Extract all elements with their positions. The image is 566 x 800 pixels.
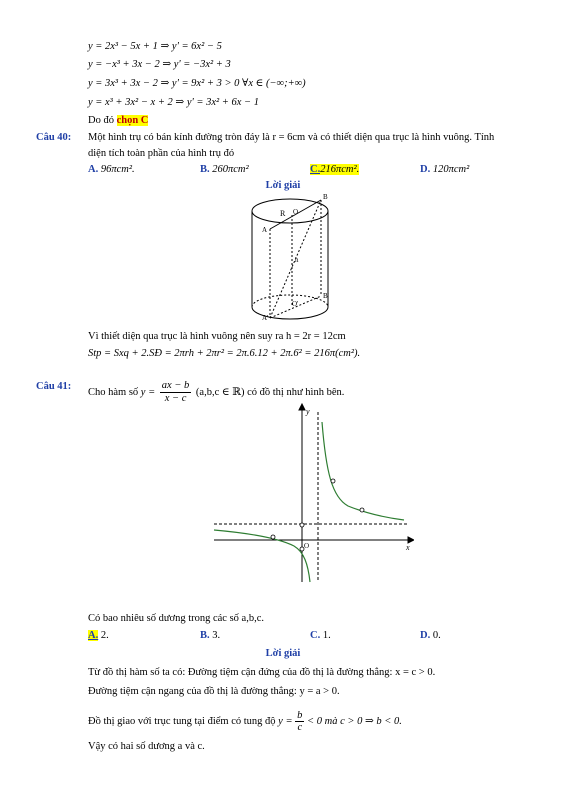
q40-option-d: D. 120πcm² [420, 164, 470, 175]
q41-label: Câu 41: [36, 381, 72, 392]
q40-text-line1: Một hình trụ có bán kính đường tròn đáy là r = 6cm và có thiết diện qua trục là hình vuông. Tính [88, 132, 495, 143]
q41-option-d: D. 0. [420, 630, 441, 641]
derivative-line-4: y = x³ + 3x² − x + 2 ⇒ y' = 3x² + 6x − 1 [88, 97, 259, 108]
derivative-line-2: y = −x³ + 3x − 2 ⇒ y' = −3x² + 3 [88, 59, 231, 70]
q41-text: Cho hàm số y = $\frac{ax - b}{x - c}$ (a,b,c ∈ ℝ) có đồ thị như hình bên. [88, 380, 345, 404]
label-r: R [280, 209, 286, 218]
conclusion-line [88, 114, 148, 128]
derivative-line-3: y = 3x³ + 3x − 2 ⇒ y' = 9x² + 3 > 0 ∀x ∈ (−∞;+∞) [88, 78, 306, 89]
label-o-bottom: O' [292, 300, 299, 308]
q40-solution-line2: Stp = Sxq + 2.SĐ = 2πrh + 2πr² = 2π.6.12 + 2π.6² = 216π(cm²). [88, 348, 361, 359]
conclusion-choice: chọn C [116, 115, 149, 126]
q40-solution-title: Lời giải [265, 180, 301, 191]
q40-text-line2: diện tích toàn phần của hình trụ đó [88, 148, 235, 159]
q40-label: Câu 40: [36, 132, 72, 143]
q41-solution-line1: Từ đồ thị hàm số ta có: Đường tiệm cận đứng của đồ thị là đường thẳng: x = c > 0. [88, 667, 436, 678]
cylinder-figure [240, 192, 340, 328]
derivative-line-1: y = 2x³ − 5x + 1 ⇒ y' = 6x² − 5 [88, 41, 222, 52]
function-graph [208, 402, 414, 588]
label-a-bottom: A' [262, 314, 269, 322]
label-h: h [295, 256, 299, 264]
q41-question: Có bao nhiêu số dương trong các số a,b,c. [88, 613, 264, 624]
q41-solution-line4: Vậy có hai số dương a và c. [88, 741, 205, 752]
graph-x-label: x [406, 543, 410, 552]
q40-option-b: B. 260πcm² [200, 164, 249, 175]
label-a-top: A [262, 226, 268, 234]
graph-y-label: y [306, 407, 310, 416]
q41-option-a: A. 2. [88, 630, 109, 641]
q40-option-a: A. 96πcm². [88, 164, 135, 175]
q41-option-b: B. 3. [200, 630, 221, 641]
conclusion-prefix: Do đó [88, 115, 114, 126]
label-o-top: O [293, 208, 299, 216]
q41-solution-line3: Đồ thị giao với trục tung tại điểm có tung độ y = $\frac{b}{c}$ < 0 mà c > 0 ⇒ b < 0. [88, 710, 402, 733]
q41-option-c: C. 1. [310, 630, 331, 641]
q40-solution-line1: Vì thiết diện qua trục là hình vuông nên suy ra h = 2r = 12cm [88, 331, 346, 342]
graph-origin-label: O [304, 542, 310, 550]
label-b-top: B [323, 193, 328, 201]
q40-option-c: C.216πcm². [310, 164, 360, 175]
label-b-bottom: B' [323, 292, 329, 300]
q41-solution-title: Lời giải [265, 648, 301, 659]
q41-solution-line2: Đường tiệm cận ngang của đồ thị là đường thẳng: y = a > 0. [88, 686, 340, 697]
